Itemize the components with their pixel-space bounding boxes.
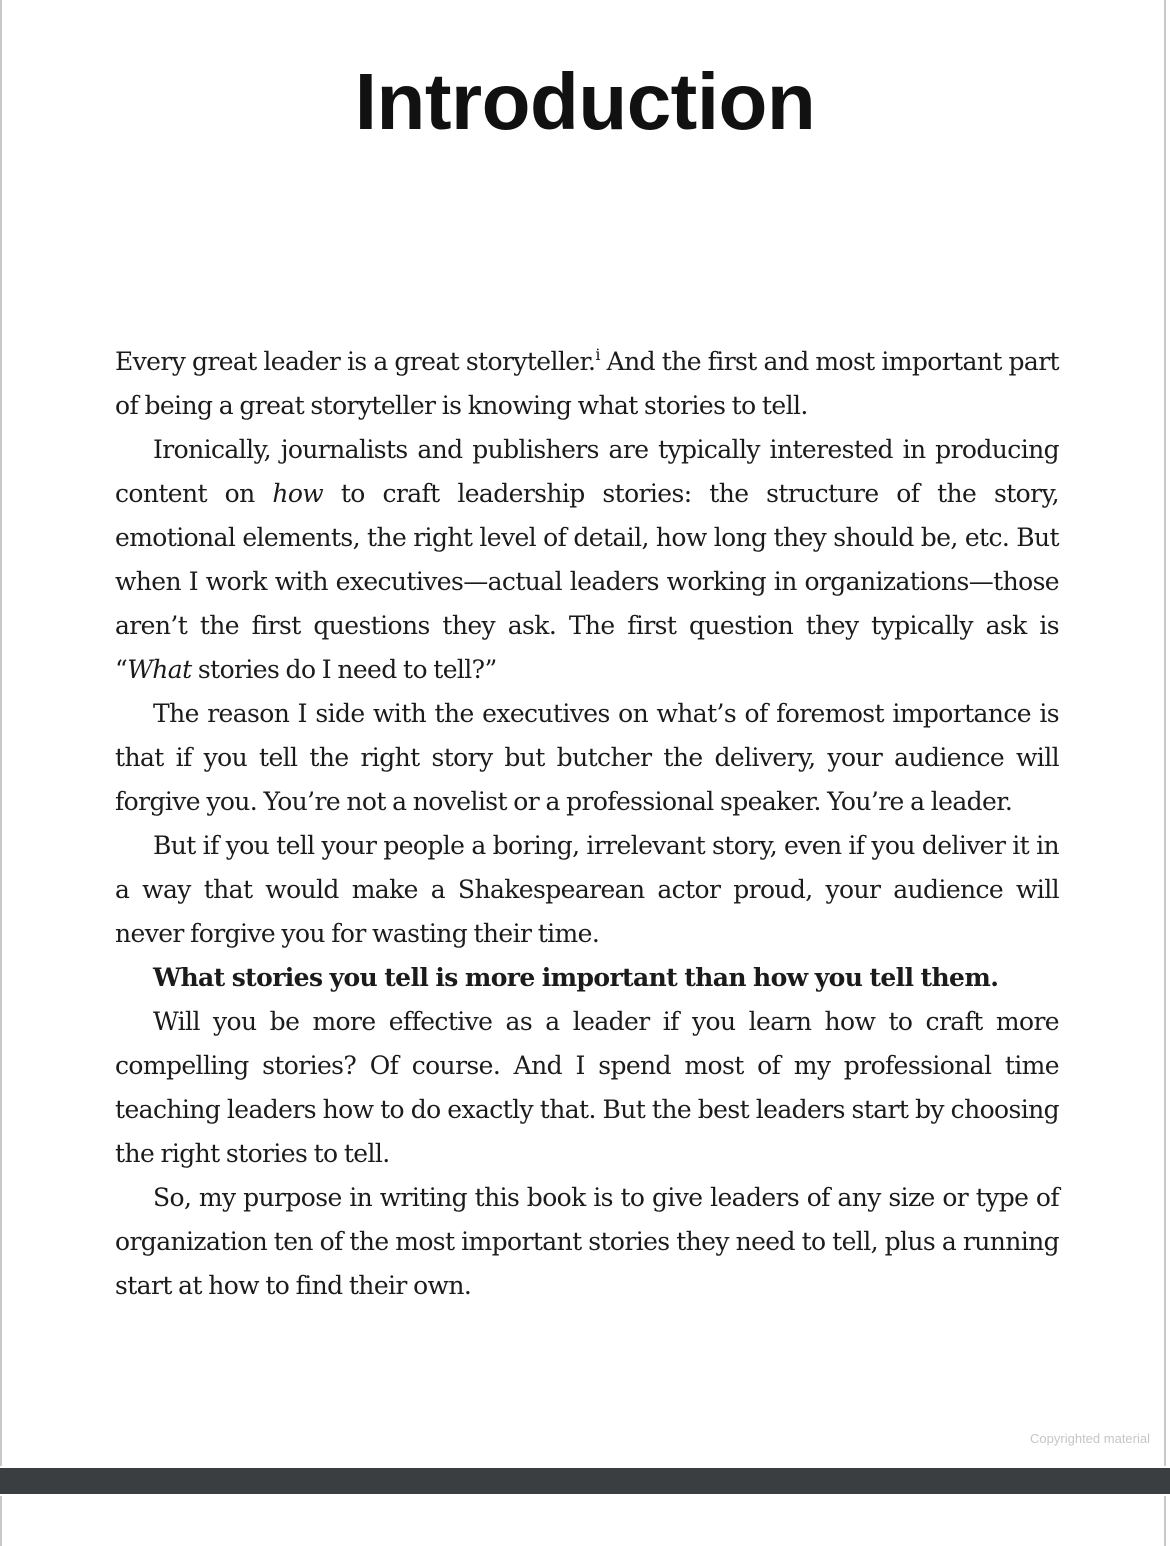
paragraph-1 (115, 340, 1059, 428)
paragraph-4: But if you tell your people a boring, irrelevant story, even if you deliver it in a way that would make a Shakespearean actor proud, your audience will never forgive you for wasting their time. (115, 831, 1059, 948)
paragraph-7: So, my purpose in writing this book is to give leaders of any size or type of organization ten of the most important stories they need to tell, plus a running start at how to find their own. (115, 1183, 1059, 1300)
next-page-edge (0, 1496, 1166, 1546)
copyright-notice: Copyrighted material (1030, 1431, 1150, 1446)
key-statement: What stories you tell is more important than how you tell them. (153, 963, 999, 992)
paragraph-2 (115, 428, 1059, 692)
body-text (115, 340, 1059, 1308)
paragraph-2-text-cont: to craft leadership stories: the structure of the story, emotional elements, the right level of detail, how long they should be, etc. But when I work with executives—actual leaders working in organizations—those aren’t the first questions they ask. The first question they typically ask is “ (115, 479, 1059, 684)
endnote-marker[interactable]: i (595, 345, 600, 364)
page-divider (0, 1468, 1170, 1494)
paragraph-1-text-cont: And the first and most important part of being a great storyteller is knowing what stories to tell. (115, 347, 1060, 420)
paragraph-3: The reason I side with the executives on what’s of foremost importance is that if you tell the right story but butcher the delivery, your audience will forgive you. You’re not a novelist or a professional speaker. You’re a leader. (115, 699, 1059, 816)
chapter-title: Introduction (354, 57, 816, 146)
emphasis-what: What (127, 655, 192, 684)
paragraph-6: Will you be more effective as a leader if you learn how to craft more compelling stories? Of course. And I spend most of my professional time teaching leaders how to do exactly that. But the best leaders start by choosing the right stories to tell. (115, 1007, 1059, 1168)
paragraph-2-text: Ironically, journalists and publishers are typically interested in producing content on (115, 435, 1059, 508)
paragraph-1-text: Every great leader is a great storyteller. (115, 347, 596, 376)
paragraph-2-text-end: stories do I need to tell?” (191, 655, 497, 684)
emphasis-how: how (272, 479, 324, 508)
